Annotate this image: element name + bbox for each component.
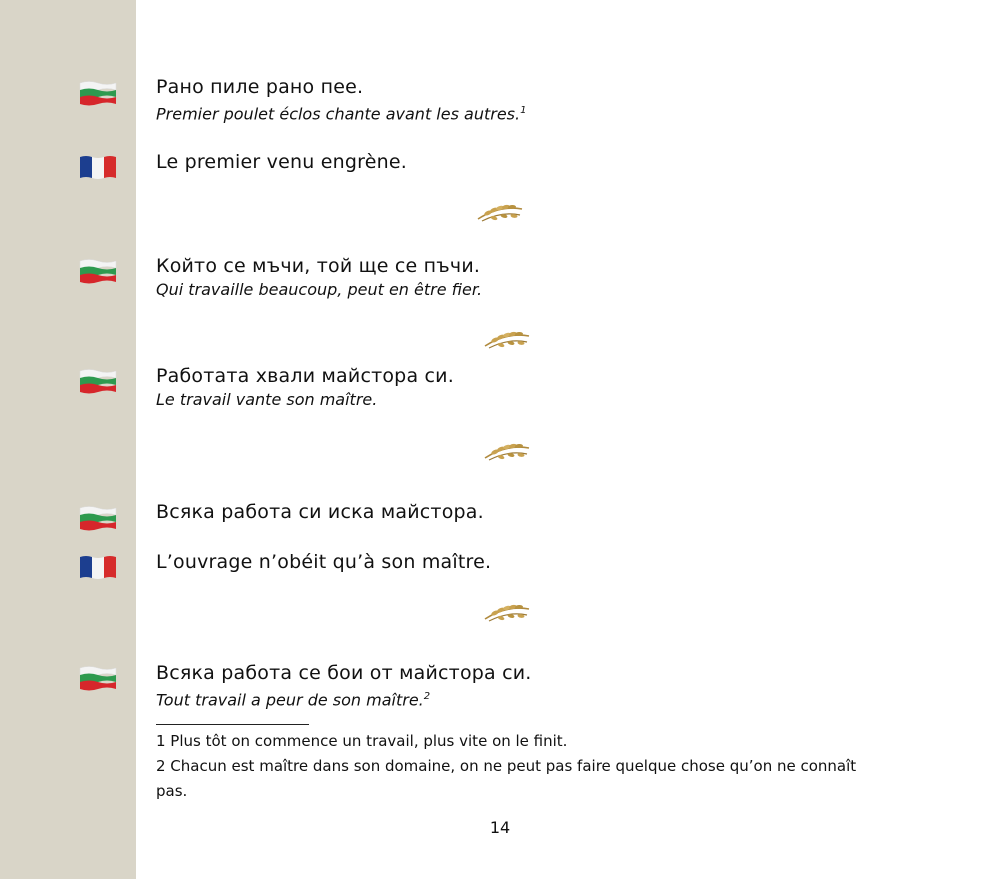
french-flag-icon <box>79 554 117 580</box>
wheat-ornament-icon <box>481 326 533 352</box>
proverb-text: Всяка работа си иска майстора. <box>156 501 484 523</box>
proverb-entry <box>156 500 484 524</box>
proverb-entry <box>156 661 532 711</box>
translation-text: Tout travail a peur de son maître. <box>156 690 424 710</box>
footnote-2: 2 Chacun est maître dans son domaine, on ne peut pas faire quelque chose qu’on ne connaît pas. <box>156 757 857 800</box>
proverb-text: Всяка работа се бои от майстора си. <box>156 662 532 684</box>
wheat-ornament-icon <box>481 438 533 464</box>
bulgarian-flag-icon <box>79 368 117 394</box>
proverb-text: Работата хвали майстора си. <box>156 365 454 387</box>
bulgarian-flag-icon <box>79 80 117 106</box>
footnote-divider <box>156 724 309 725</box>
proverb-translation <box>156 686 532 711</box>
proverb-translation: Le travail vante son maître. <box>156 390 378 409</box>
proverb-entry <box>156 75 526 125</box>
bulgarian-flag-icon <box>79 665 117 691</box>
proverb-entry <box>156 364 454 411</box>
footnote-ref: 1 <box>520 105 527 116</box>
page-number: 14 <box>489 818 511 837</box>
footnote-ref: 2 <box>423 691 431 702</box>
french-flag-icon <box>79 154 117 180</box>
wheat-ornament-icon <box>481 599 533 625</box>
bulgarian-flag-icon <box>79 258 117 284</box>
proverb-translation: Qui travaille beaucoup, peut en être fier. <box>156 280 483 299</box>
footnotes <box>156 729 876 804</box>
proverb-entry <box>156 550 491 574</box>
footnote-1: 1 Plus tôt on commence un travail, plus vite on le finit. <box>156 732 568 750</box>
proverb-entry <box>156 150 407 174</box>
translation-text: Premier poulet éclos chante avant les autres. <box>156 104 521 124</box>
proverb-translation <box>156 100 526 125</box>
page-margin-band <box>0 0 136 879</box>
wheat-ornament-icon <box>474 199 526 225</box>
proverb-text: Рано пиле рано пее. <box>156 76 364 98</box>
proverb-entry <box>156 254 482 301</box>
proverb-text: Който се мъчи, той ще се пъчи. <box>156 255 481 277</box>
bulgarian-flag-icon <box>79 505 117 531</box>
proverb-text: Le premier venu engrène. <box>156 151 407 173</box>
proverb-text: L’ouvrage n’obéit qu’à son maître. <box>156 551 492 573</box>
